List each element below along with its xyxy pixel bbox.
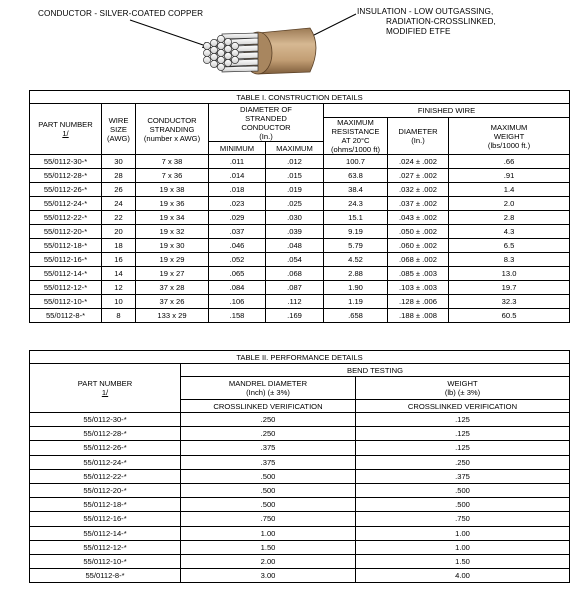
stranding-cell: 19 x 34 [136,211,209,225]
min-diameter-cell: .158 [209,309,266,323]
wire-size-cell: 22 [102,211,136,225]
part-number-cell: 55/0112-8-* [30,309,102,323]
mandrel-diameter-cell: .750 [181,512,356,526]
mandrel-diameter-cell: .500 [181,483,356,497]
resistance-cell: 9.19 [324,225,388,239]
performance-details-body [30,413,570,583]
part-number-cell: 55/0112-22-* [30,469,181,483]
wire-size-cell: 18 [102,239,136,253]
part-number-cell: 55/0112-12-* [30,540,181,554]
finished-diameter-cell: .043 ± .002 [388,211,449,225]
table-row [30,540,570,554]
stranding-cell: 19 x 38 [136,183,209,197]
stranding-cell: 19 x 29 [136,253,209,267]
finished-diameter-cell: .068 ± .002 [388,253,449,267]
mandrel-diameter-cell: .375 [181,455,356,469]
weight-cell: 60.5 [449,309,570,323]
min-diameter-cell: .106 [209,295,266,309]
table-2-title: TABLE II. PERFORMANCE DETAILS [30,351,570,364]
stranding-cell: 19 x 36 [136,197,209,211]
weight-cell: .500 [356,483,570,497]
wire-size-cell: 24 [102,197,136,211]
resistance-cell: 2.88 [324,267,388,281]
wire-size-cell: 8 [102,309,136,323]
part-number-cell: 55/0112-28-* [30,169,102,183]
weight-cell: 8.3 [449,253,570,267]
part-number-cell: 55/0112-14-* [30,526,181,540]
stranding-cell: 37 x 26 [136,295,209,309]
header-diameter-of-stranded-conductor: DIAMETER OF STRANDED CONDUCTOR (In.) [209,104,324,142]
table-row [30,512,570,526]
wire-size-cell: 14 [102,267,136,281]
finished-diameter-cell: .103 ± .003 [388,281,449,295]
part-number-cell: 55/0112-16-* [30,512,181,526]
table-row [30,225,570,239]
max-diameter-cell: .030 [266,211,324,225]
min-diameter-cell: .014 [209,169,266,183]
weight-cell: 4.00 [356,569,570,583]
min-diameter-cell: .052 [209,253,266,267]
weight-cell: .500 [356,498,570,512]
header-diameter: DIAMETER (In.) [388,118,449,155]
finished-diameter-cell: .050 ± .002 [388,225,449,239]
mandrel-diameter-cell: 2.00 [181,554,356,568]
weight-cell: .375 [356,469,570,483]
max-diameter-cell: .019 [266,183,324,197]
table-row [30,309,570,323]
part-number-cell: 55/0112-10-* [30,295,102,309]
mandrel-diameter-cell: 1.50 [181,540,356,554]
resistance-cell: .658 [324,309,388,323]
mandrel-diameter-cell: .500 [181,498,356,512]
weight-cell: .125 [356,427,570,441]
max-diameter-cell: .054 [266,253,324,267]
header-weight: WEIGHT (lb) (± 3%) [356,377,570,400]
conductor-strands [203,33,258,72]
weight-cell: 19.7 [449,281,570,295]
stranding-cell: 133 x 29 [136,309,209,323]
weight-cell: 1.00 [356,526,570,540]
header-mandrel-diameter: MANDREL DIAMETER (Inch) (± 3%) [181,377,356,400]
finished-diameter-cell: .085 ± .003 [388,267,449,281]
resistance-cell: 1.90 [324,281,388,295]
finished-diameter-cell: .032 ± .002 [388,183,449,197]
max-diameter-cell: .112 [266,295,324,309]
weight-cell: 2.0 [449,197,570,211]
min-diameter-cell: .029 [209,211,266,225]
wire-size-cell: 30 [102,155,136,169]
min-diameter-cell: .023 [209,197,266,211]
max-diameter-cell: .087 [266,281,324,295]
finished-diameter-cell: .024 ± .002 [388,155,449,169]
table-1-title: TABLE I. CONSTRUCTION DETAILS [30,91,570,104]
table-row [30,281,570,295]
table-row [30,498,570,512]
table-row [30,295,570,309]
weight-cell: .91 [449,169,570,183]
weight-cell: 1.00 [356,540,570,554]
min-diameter-cell: .084 [209,281,266,295]
header-maximum-resistance: MAXIMUM RESISTANCE AT 20°C (ohms/1000 ft) [324,118,388,155]
header-maximum: MAXIMUM [266,142,324,155]
table-row [30,427,570,441]
resistance-cell: 38.4 [324,183,388,197]
resistance-cell: 4.52 [324,253,388,267]
header-minimum: MINIMUM [209,142,266,155]
min-diameter-cell: .065 [209,267,266,281]
insulation-label-line-1: INSULATION - LOW OUTGASSING, [357,7,494,16]
finished-diameter-cell: .027 ± .002 [388,169,449,183]
stranding-cell: 19 x 32 [136,225,209,239]
part-number-cell: 55/0112-14-* [30,267,102,281]
mandrel-diameter-cell: .500 [181,469,356,483]
max-diameter-cell: .169 [266,309,324,323]
weight-cell: .250 [356,455,570,469]
part-number-cell: 55/0112-20-* [30,483,181,497]
weight-cell: 1.4 [449,183,570,197]
table-row [30,197,570,211]
max-diameter-cell: .048 [266,239,324,253]
weight-cell: .750 [356,512,570,526]
part-number-cell: 55/0112-10-* [30,554,181,568]
construction-details-table [29,90,570,323]
finished-diameter-cell: .060 ± .002 [388,239,449,253]
mandrel-diameter-cell: 1.00 [181,526,356,540]
header-bend-testing: BEND TESTING [181,364,570,377]
header-conductor-stranding: CONDUCTOR STRANDING (number x AWG) [136,104,209,155]
cable-diagram [0,0,581,88]
wire-size-cell: 16 [102,253,136,267]
part-number-cell: 55/0112-24-* [30,197,102,211]
header-maximum-weight: MAXIMUM WEIGHT (lbs/1000 ft.) [449,118,570,155]
part-number-cell: 55/0112-16-* [30,253,102,267]
part-number-cell: 55/0112-20-* [30,225,102,239]
table-row [30,253,570,267]
table-row [30,469,570,483]
table-row [30,483,570,497]
min-diameter-cell: .046 [209,239,266,253]
resistance-cell: 63.8 [324,169,388,183]
header-part-number-2: PART NUMBER 1/ [30,364,181,413]
part-number-note: 1/ [62,129,69,138]
stranding-cell: 19 x 27 [136,267,209,281]
stranding-cell: 19 x 30 [136,239,209,253]
weight-cell: 1.50 [356,554,570,568]
part-number-cell: 55/0112-18-* [30,239,102,253]
wire-illustration [0,0,581,88]
weight-cell: 2.8 [449,211,570,225]
table-row [30,554,570,568]
part-number-cell: 55/0112-30-* [30,413,181,427]
header-wire-size: WIRE SIZE (AWG) [102,104,136,155]
max-diameter-cell: .015 [266,169,324,183]
wire-size-cell: 10 [102,295,136,309]
conductor-label: CONDUCTOR - SILVER-COATED COPPER [38,9,204,18]
header-part-number: PART NUMBER 1/ [30,104,102,155]
stranding-cell: 7 x 38 [136,155,209,169]
table-row [30,267,570,281]
part-number-cell: 55/0112-22-* [30,211,102,225]
part-number-cell: 55/0112-26-* [30,183,102,197]
mandrel-diameter-cell: 3.00 [181,569,356,583]
finished-diameter-cell: .188 ± .008 [388,309,449,323]
part-number-cell: 55/0112-8-* [30,569,181,583]
header-crosslinked-verification-left: CROSSLINKED VERIFICATION [181,400,356,413]
min-diameter-cell: .018 [209,183,266,197]
wire-size-cell: 20 [102,225,136,239]
weight-cell: 13.0 [449,267,570,281]
mandrel-diameter-cell: .375 [181,441,356,455]
table-row [30,183,570,197]
table-row [30,455,570,469]
max-diameter-cell: .025 [266,197,324,211]
resistance-cell: 5.79 [324,239,388,253]
part-number-cell: 55/0112-28-* [30,427,181,441]
conductor-arrow [130,20,212,48]
weight-cell: .66 [449,155,570,169]
weight-cell: .125 [356,413,570,427]
min-diameter-cell: .011 [209,155,266,169]
construction-details-body [30,155,570,323]
mandrel-diameter-cell: .250 [181,413,356,427]
part-number-cell: 55/0112-12-* [30,281,102,295]
finished-diameter-cell: .037 ± .002 [388,197,449,211]
stranding-cell: 7 x 36 [136,169,209,183]
resistance-cell: 1.19 [324,295,388,309]
table-row [30,526,570,540]
wire-size-cell: 28 [102,169,136,183]
weight-cell: 6.5 [449,239,570,253]
resistance-cell: 100.7 [324,155,388,169]
table-row [30,211,570,225]
part-number-cell: 55/0112-24-* [30,455,181,469]
mandrel-diameter-cell: .250 [181,427,356,441]
resistance-cell: 24.3 [324,197,388,211]
weight-cell: .125 [356,441,570,455]
part-number-cell: 55/0112-18-* [30,498,181,512]
table-row [30,441,570,455]
wire-size-cell: 12 [102,281,136,295]
max-diameter-cell: .068 [266,267,324,281]
insulation-label-line-2: RADIATION-CROSSLINKED, [386,17,496,26]
header-finished-wire: FINISHED WIRE [324,104,570,118]
wire-size-cell: 26 [102,183,136,197]
header-crosslinked-verification-right: CROSSLINKED VERIFICATION [356,400,570,413]
weight-cell: 4.3 [449,225,570,239]
max-diameter-cell: .039 [266,225,324,239]
weight-cell: 32.3 [449,295,570,309]
part-number-note-2: 1/ [101,388,109,397]
table-row [30,413,570,427]
performance-details-table [29,350,570,583]
table-row [30,169,570,183]
resistance-cell: 15.1 [324,211,388,225]
insulation-label-line-3: MODIFIED ETFE [386,27,451,36]
part-number-cell: 55/0112-26-* [30,441,181,455]
table-row [30,239,570,253]
stranding-cell: 37 x 28 [136,281,209,295]
finished-diameter-cell: .128 ± .006 [388,295,449,309]
table-row [30,155,570,169]
max-diameter-cell: .012 [266,155,324,169]
min-diameter-cell: .037 [209,225,266,239]
table-row [30,569,570,583]
part-number-cell: 55/0112-30-* [30,155,102,169]
